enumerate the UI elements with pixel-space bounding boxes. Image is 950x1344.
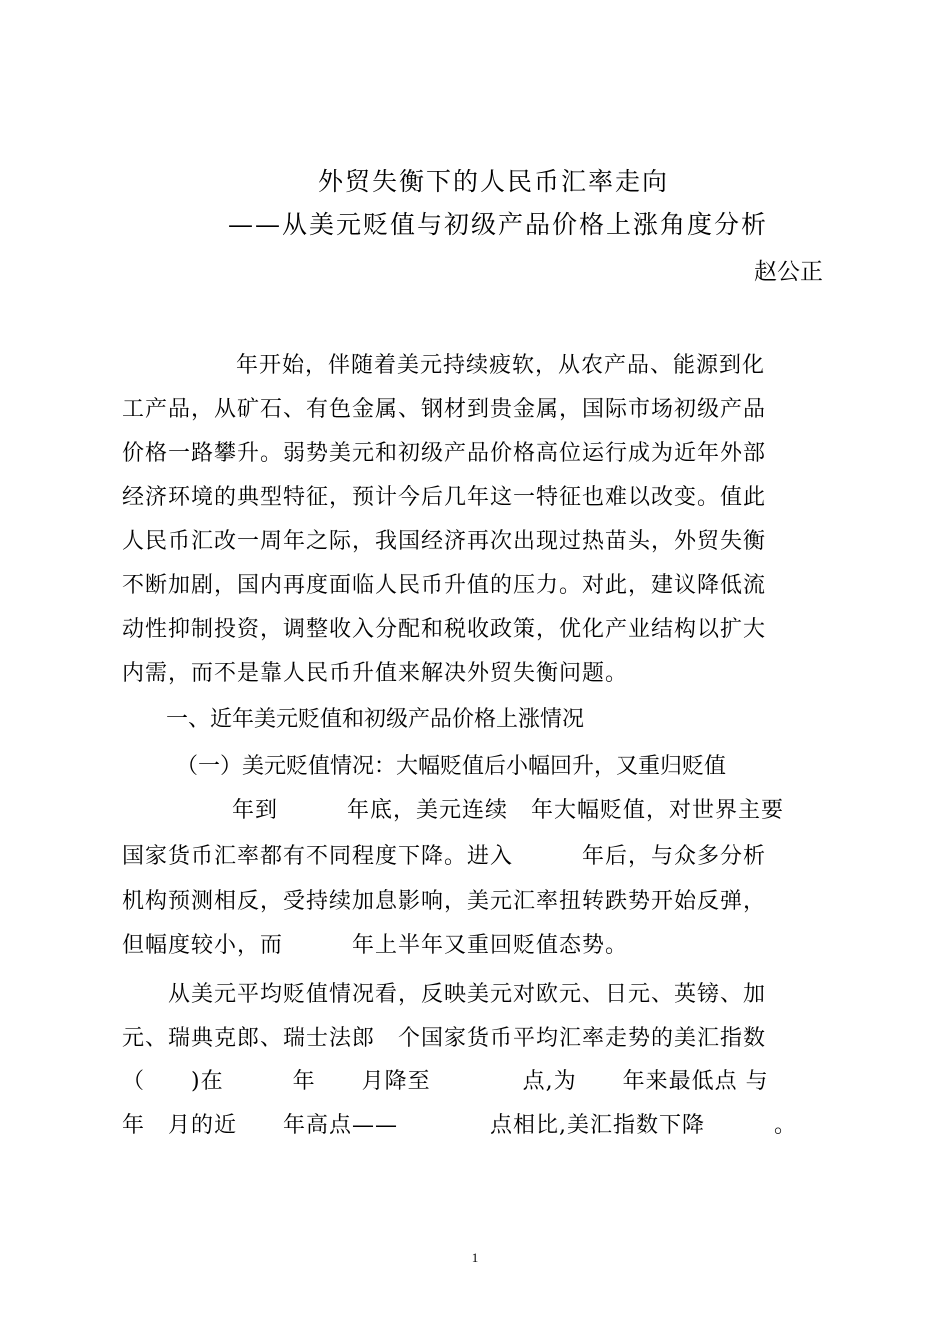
paragraph-3-line: 从美元平均贬值情况看，反映美元对欧元、日元、英镑、加 [168, 982, 767, 1007]
paragraph-1-line: 动性抑制投资，调整收入分配和税收政策，优化产业结构以扩大 [122, 617, 767, 642]
paragraph-2-line: 但幅度较小，而 年上半年又重回贬值态势。 [122, 933, 629, 958]
paragraph-2-line: 国家货币汇率都有不同程度下降。进入 年后，与众多分析 [122, 844, 767, 869]
paragraph-1-line: 人民币汇改一周年之际，我国经济再次出现过热苗头，外贸失衡 [122, 529, 767, 554]
page-number: 1 [471, 1250, 479, 1265]
paragraph-1-line: 年开始，伴随着美元持续疲软，从农产品、能源到化 [236, 353, 766, 378]
document-title: 外贸失衡下的人民币汇率走向 [318, 167, 670, 196]
paragraph-3-line: 年 月的近 年高点—— 点相比,美汇指数下降 。 [122, 1113, 797, 1138]
author-name: 赵公正 [754, 259, 823, 285]
paragraph-1-line: 工产品，从矿石、有色金属、钢材到贵金属，国际市场初级产品 [122, 397, 767, 422]
subsection-heading: （一）美元贬值情况：大幅贬值后小幅回升，又重归贬值 [176, 754, 727, 779]
paragraph-1-line: 不断加剧，国内再度面临人民币升值的压力。对此，建议降低流 [122, 573, 767, 598]
section-heading: 一、近年美元贬值和初级产品价格上涨情况 [166, 707, 585, 732]
paragraph-2-line: 机构预测相反，受持续加息影响，美元汇率扭转跌势开始反弹， [122, 889, 767, 914]
paragraph-1-line: 价格一路攀升。弱势美元和初级产品价格高位运行成为近年外部 [122, 441, 767, 466]
document-subtitle: ——从美元贬值与初级产品价格上涨角度分析 [228, 210, 769, 239]
paragraph-1-line: 内需，而不是靠人民币升值来解决外贸失衡问题。 [122, 661, 629, 686]
paragraph-2-line: 年到 年底，美元连续 年大幅贬值，对世界主要 [232, 798, 785, 823]
paragraph-3-line: （ )在 年 月降至 点,为 年来最低点 与 [122, 1069, 769, 1094]
paragraph-1-line: 经济环境的典型特征，预计今后几年这一特征也难以改变。值此 [122, 485, 767, 510]
paragraph-3-line: 元、瑞典克郎、瑞士法郎 个国家货币平均汇率走势的美汇指数 [122, 1026, 767, 1051]
